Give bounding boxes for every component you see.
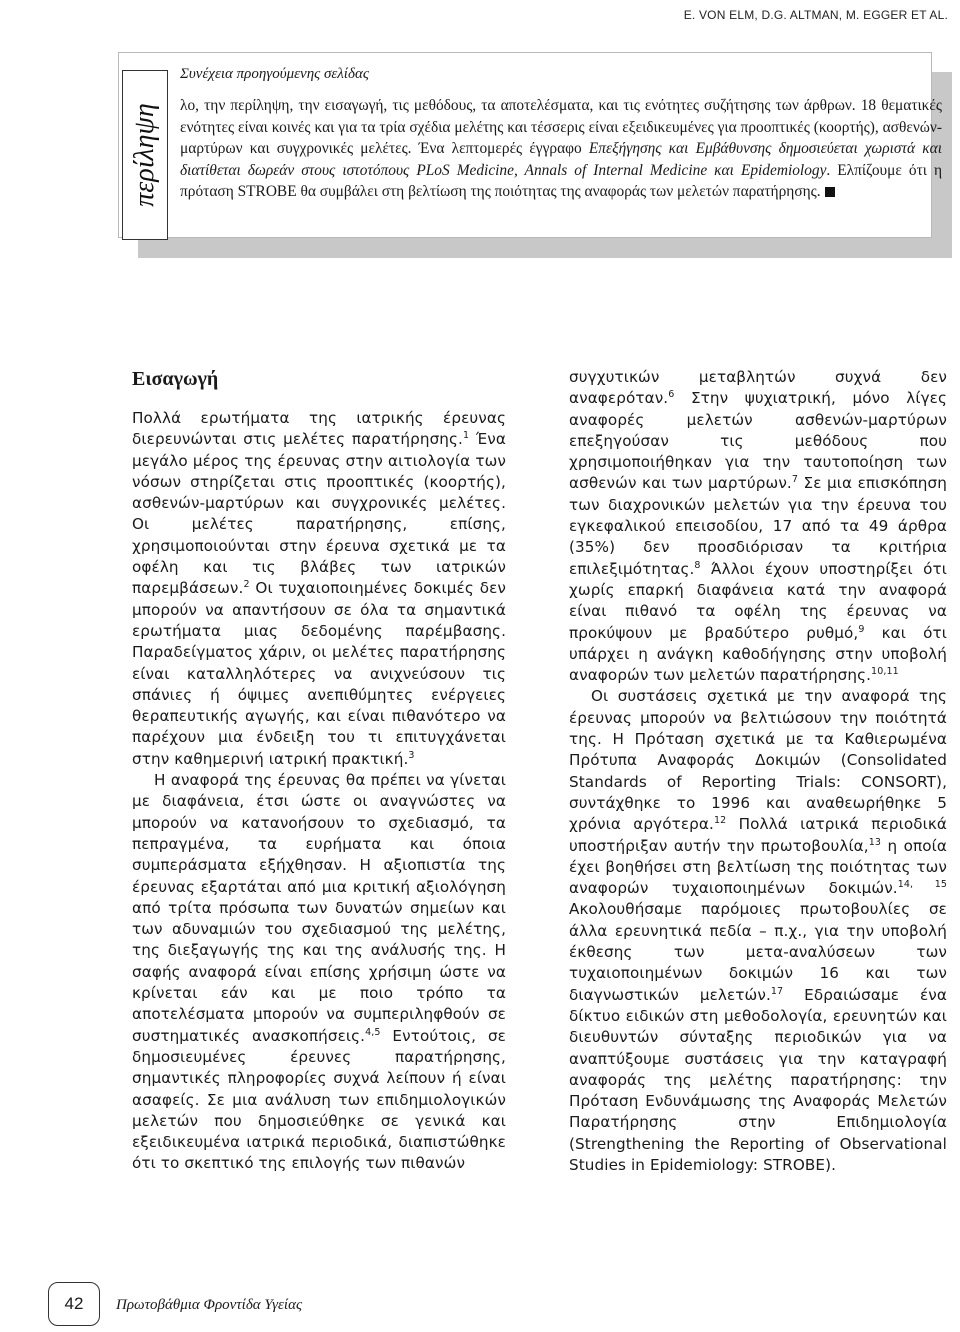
citation: 9 [858, 623, 865, 635]
citation: 1 [462, 430, 470, 442]
citation: 10,11 [871, 666, 899, 678]
citation: 12 [713, 815, 727, 827]
paragraph: Πολλά ερωτήματα της ιατρικής έρευνας διερευνώνται στις μελέτες παρατήρησης.$^1$ Ένα μεγάλο μέρος της έρευνας στην αιτιολογία των νόσων στηρίζεται στις προοπτικές (κοορτής), ασθενών-μαρτύρων και συγχρονικές μελέτες. Οι μελέτες παρατήρησης, επίσης, χρησιμοποιούνται στην έρευνα σχετικά με τα οφέλη και τις βλάβες των ιατρικών παρεμβάσεων.$^2$ Οι τυχαιοποιημένες δοκιμές δεν μπορούν να απαντήσουν σε όλα τα σημαντικά ερωτήματα μιας δεδομένης παρέμβασης. Παραδείγματος χάριν, οι μελέτες παρατήρησης είναι καταλληλότερες να ανιχνεύσουν τις σπάνιες ή όψιμες ανεπιθύμητες ενέργειες θεραπευτικής αγωγής, και είναι πιθανότερο να παρέχουν μια ένδειξη του τι επιτυγχάνεται στην καθημερινή ιατρική πρακτική.$^3$ [132, 409, 506, 768]
citation: 7 [791, 474, 799, 486]
page-number: 42 [48, 1282, 100, 1326]
section-title: Εισαγωγή [132, 368, 219, 390]
abstract-tab-label: περίληψη [129, 103, 160, 207]
citation: 6 [668, 389, 675, 401]
abstract-continued-note: Συνέχεια προηγούμενης σελίδας [180, 66, 369, 82]
citation: 3 [408, 749, 415, 761]
citation: 4,5 [365, 1026, 381, 1038]
journal-name: Πρωτοβάθμια Φροντίδα Υγείας [116, 1297, 303, 1313]
citation: 8 [694, 559, 701, 571]
paragraph: Η αναφορά της έρευνας θα πρέπει να γίνεται με διαφάνεια, έτσι ώστε οι αναγνώστες να μπορούν να κατανοήσουν το σχεδιασμό, τα πεπραγμένα, τα ευρήματα και όποια συμπεράσματα εξήχθησαν. Η αξιοπιστία της έρευνας εξαρτάται από μια κριτική αξιολόγηση από τρίτα πρόσωπα των δυνατών σημείων και των αδυναμιών του σχεδιασμού της μελέτης, της διεξαγωγής της και της ανάλυσής της. Η σαφής αναφορά είναι επίσης χρήσιμη ώστε να κρίνεται εάν και με ποιο τρόπο τα αποτελέσματα μπορούν να συμπεριληφθούν σε συστηματικές ανασκοπήσεις.$^{4,5}$ Εντούτοις, σε δημοσιευμένες έρευνες παρατήρησης, σημαντικές πληροφορίες συχνά λείπουν ή είναι ασαφείς. Σε μια ανάλυση των επιδημιολογικών μελετών που δημοσιεύθηκε σε γενικά και εξειδικευμένα ιατρικά περιοδικά, διαπιστώθηκε ότι το σκεπτικό της επιλογής των πιθανών [132, 771, 506, 1173]
body-column-left [132, 408, 506, 1175]
abstract-text: λο, την περίληψη, την εισαγωγή, τις μεθόδους, τα αποτελέσματα, και τις ενότητες συζήτησης των άρθρων. 18 θεματικές ενότητες είναι κοινές και για τα τρία σχέδια μελέτης και τέσσερις είναι εξειδικευμένες για προοπτικές (κοορτής), ασθενών-μαρτύρων και συγχρονικές μελέτες. Ένα λεπτομερές έγγραφο Επεξήγησης και Εμβάθυνσης δημοσιεύεται χωριστά και διατίθεται δωρεάν στους ιστοτόπους PLoS Medicine, Annals of Internal Medicine και Epidemiology. Ελπίζουμε ότι η πρόταση STROBE θα συμβάλει στη βελτίωση της ποιότητας της αναφοράς των μελετών παρατήρησης. [180, 97, 943, 201]
body-column-right [569, 367, 947, 1176]
citation: 13 [868, 836, 882, 848]
citation: 2 [243, 579, 250, 591]
citation: 14, 15 [897, 879, 947, 891]
abstract-tab [122, 70, 168, 240]
running-header-authors: E. VON ELM, D.G. ALTMAN, M. EGGER ET AL. [683, 8, 948, 22]
end-of-abstract-mark [825, 187, 835, 197]
paragraph: συγχυτικών μεταβλητών συχνά δεν αναφερόταν.$^6$ Στην ψυχιατρική, μόνο λίγες αναφορές μελετών ασθενών-μαρτύρων επεξηγούσαν τις μεθόδους που χρησιμοποιήθηκαν για την ταυτοποίηση των ασθενών και των μαρτύρων.$^7$ Σε μια επισκόπηση των διαχρονικών μελετών για την έρευνα του εγκεφαλικού επεισοδίου, 17 από τα 49 άρθρα (35%) δεν προσδιόρισαν τα κριτήρια επιλεξιμότητας.$^8$ Άλλοι έχουν υποστηρίξει ότι χωρίς επαρκή διαφάνεια κατά την αναφορά είναι πιθανό τα οφέλη της έρευνας να προκύψουν με βραδύτερο ρυθμό,$^9$ και ότι υπάρχει η ανάγκη καθοδήγησης στην υποβολή αναφορών των μελετών παρατήρησης.$^{10,11}$ [569, 368, 947, 685]
paragraph: Οι συστάσεις σχετικά με την αναφορά της έρευνας μπορούν να βελτιώσουν την ποιότητά της. Η Πρόταση σχετικά με τα Καθιερωμένα Πρότυπα Αναφοράς Δοκιμών (Consolidated Standards of Reporting Trials: CONSORT), συντάχθηκε το 1996 και αναθεωρήθηκε 5 χρόνια αργότερα.$^{12}$ Πολλά ιατρικά περιοδικά υποστήριξαν αυτήν την πρωτοβουλία,$^{13}$ η οποία έχει βοηθήσει στη βελτίωση της ποιότητας των αναφορών τυχαιοποιημένων δοκιμών.$^{14, 15}$ Ακολουθήσαμε παρόμοιες πρωτοβουλίες σε άλλα ερευνητικά πεδία – π.χ., για την υποβολή έκθεσης των μετα-αναλύσεων των τυχαιοποιημένων δοκιμών 16 και των διαγνωστικών μελετών.$^{17}$ Εδραιώσαμε ένα δίκτυο ειδικών στη μεθοδολογία, ερευνητών και διευθυντών σύνταξης περιοδικών για να αναπτύξουμε συστάσεις για την καταγραφή αναφοράς της μελέτης παρατήρησης: την Πρόταση Ενδυνάμωσης της Αναφοράς Μελετών Παρατήρησης στην Επιδημιολογία (Strengthening the Reporting of Observational Studies in Epidemiology: STROBE). [569, 687, 948, 1174]
citation: 17 [770, 985, 784, 997]
